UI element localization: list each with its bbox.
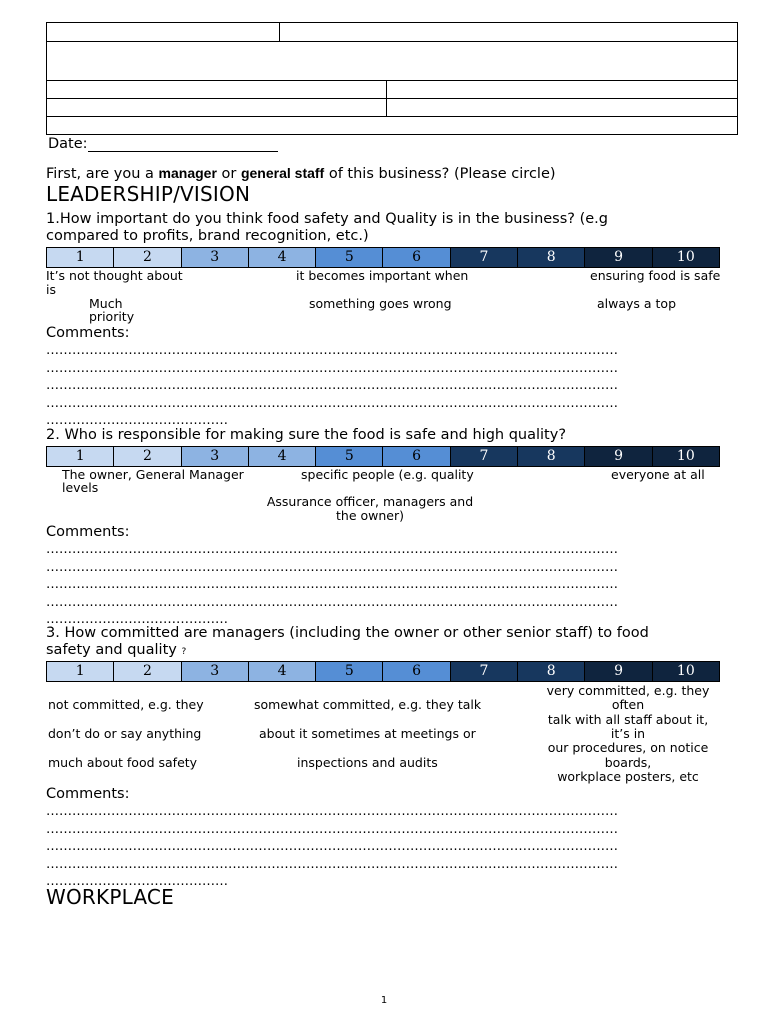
rating-option-1[interactable]: 1	[47, 447, 114, 466]
rating-option-10[interactable]: 10	[653, 662, 719, 681]
comment-line[interactable]: ……………………………………………………………………………………………………………………	[46, 395, 618, 411]
comment-lines-q2[interactable]	[46, 541, 726, 629]
rating-option-8[interactable]: 8	[518, 248, 585, 267]
comment-line[interactable]: ……………………………………………………………………………………………………………………	[46, 821, 618, 837]
q2-mid-label: Assurance officer, managers and	[266, 494, 474, 509]
date-label: Date:	[48, 136, 88, 152]
rating-option-6[interactable]: 6	[383, 447, 450, 466]
comments-label: Comments:	[46, 524, 130, 540]
q3-high-label: workplace posters, etc	[557, 769, 699, 784]
q1-high-label: ensuring food is safe	[590, 268, 721, 283]
q3-high-label: often	[611, 697, 645, 712]
rating-option-10[interactable]: 10	[653, 248, 719, 267]
q1-low-label: is	[46, 282, 56, 297]
comments-label: Comments:	[46, 786, 130, 802]
rating-option-5[interactable]: 5	[316, 248, 383, 267]
rating-option-7[interactable]: 7	[451, 248, 518, 267]
rating-option-1[interactable]: 1	[47, 662, 114, 681]
rating-scale-q2	[46, 446, 720, 467]
comment-line[interactable]: ……………………………………………………………………………………………………………………	[46, 804, 618, 819]
rating-scale-q1	[46, 247, 720, 268]
rating-option-4[interactable]: 4	[249, 248, 316, 267]
rating-option-2[interactable]: 2	[114, 662, 181, 681]
q1-high-label: always a top	[597, 296, 677, 311]
rating-option-3[interactable]: 3	[182, 662, 249, 681]
general-staff-option[interactable]: general staff	[240, 165, 325, 181]
rating-option-4[interactable]: 4	[249, 662, 316, 681]
rating-option-2[interactable]: 2	[114, 248, 181, 267]
q3-high-label: our procedures, on notice	[547, 740, 709, 755]
intro-question	[46, 165, 556, 182]
rating-option-3[interactable]: 3	[182, 447, 249, 466]
manager-option[interactable]: manager	[158, 165, 217, 181]
date-input-line[interactable]	[88, 138, 278, 152]
comment-line[interactable]: ……………………………………	[46, 612, 228, 627]
rating-option-7[interactable]: 7	[451, 662, 518, 681]
q1-mid-label: it becomes important when	[296, 268, 469, 283]
form-cell[interactable]	[280, 23, 738, 42]
comment-line[interactable]: ……………………………………………………………………………………………………………………	[46, 542, 618, 557]
rating-option-9[interactable]: 9	[585, 248, 652, 267]
q3-high-label: very committed, e.g. they	[546, 683, 710, 698]
page-number: 1	[380, 995, 388, 1006]
form-cell[interactable]	[387, 99, 738, 117]
comment-line[interactable]: ……………………………………………………………………………………………………………………	[46, 559, 618, 575]
rating-option-1[interactable]: 1	[47, 248, 114, 267]
rating-option-7[interactable]: 7	[451, 447, 518, 466]
q3-mid-label: somewhat committed, e.g. they talk	[254, 697, 482, 712]
q3-mid-label: inspections and audits	[297, 755, 438, 770]
q3-low-label: much about food safety	[48, 755, 198, 770]
section-title-leadership: LEADERSHIP/VISION	[46, 182, 251, 206]
question-1-line: 1.How important do you think food safety and Quality is in the business? (e.g	[46, 211, 608, 227]
comment-line[interactable]: ……………………………………………………………………………………………………………………	[46, 360, 618, 376]
rating-option-8[interactable]: 8	[518, 662, 585, 681]
rating-option-3[interactable]: 3	[182, 248, 249, 267]
question-3-line: 3. How committed are managers (including the owner or other senior staff) to food	[46, 625, 649, 641]
comment-lines-q1[interactable]	[46, 342, 726, 430]
date-field	[48, 136, 278, 152]
rating-option-9[interactable]: 9	[585, 447, 652, 466]
q3-low-label: not committed, e.g. they	[48, 697, 204, 712]
intro-text: of this business? (Please circle)	[324, 166, 556, 182]
form-cell[interactable]	[47, 81, 387, 99]
question-1	[46, 211, 608, 245]
q1-low-label: It’s not thought about	[46, 268, 183, 283]
rating-option-5[interactable]: 5	[316, 447, 383, 466]
question-3-line: safety and quality	[46, 642, 177, 658]
question-1-line: compared to profits, brand recognition, etc.)	[46, 228, 369, 244]
q3-low-label: don’t do or say anything	[48, 726, 202, 741]
comments-label: Comments:	[46, 325, 130, 341]
q3-high-label: it’s in	[610, 726, 646, 741]
form-cell[interactable]	[387, 81, 738, 99]
comment-line[interactable]: ……………………………………………………………………………………………………………………	[46, 839, 618, 854]
rating-option-9[interactable]: 9	[585, 662, 652, 681]
question-3	[46, 625, 649, 661]
header-form-row-wide	[46, 41, 738, 81]
comment-line[interactable]: ……………………………………………………………………………………………………………………	[46, 594, 618, 610]
header-form-row-split	[46, 80, 738, 135]
comment-lines-q3[interactable]	[46, 803, 726, 891]
q3-mid-label: about it sometimes at meetings or	[259, 726, 476, 741]
rating-option-10[interactable]: 10	[653, 447, 719, 466]
q3-high-label: talk with all staff about it,	[547, 712, 709, 727]
rating-option-6[interactable]: 6	[383, 662, 450, 681]
q2-high-label: everyone at all	[611, 467, 705, 482]
rating-option-5[interactable]: 5	[316, 662, 383, 681]
rating-option-2[interactable]: 2	[114, 447, 181, 466]
intro-text: or	[216, 166, 241, 182]
q1-mid-label: something goes wrong	[309, 296, 452, 311]
comment-line[interactable]: ……………………………………………………………………………………………………………………	[46, 856, 618, 872]
question-mark: ?	[181, 647, 187, 657]
q1-low-label: Much	[89, 296, 123, 311]
comment-line[interactable]: ……………………………………	[46, 874, 228, 889]
q2-low-label: levels	[62, 480, 99, 495]
q2-mid-label: specific people (e.g. quality	[301, 467, 474, 482]
form-cell[interactable]	[47, 117, 738, 135]
form-cell[interactable]	[47, 42, 738, 81]
rating-option-4[interactable]: 4	[249, 447, 316, 466]
rating-option-8[interactable]: 8	[518, 447, 585, 466]
comment-line[interactable]: ……………………………………………………………………………………………………………………	[46, 378, 618, 393]
comment-line[interactable]: ……………………………………	[46, 413, 228, 428]
comment-line[interactable]: ……………………………………………………………………………………………………………………	[46, 343, 618, 358]
rating-scale-q3	[46, 661, 720, 682]
q1-low-label: priority	[89, 309, 135, 324]
form-cell[interactable]	[47, 23, 280, 42]
q2-low-label: The owner, General Manager	[62, 467, 244, 482]
comment-line[interactable]: ……………………………………………………………………………………………………………………	[46, 577, 618, 592]
form-cell[interactable]	[47, 99, 387, 117]
header-form-table	[46, 22, 738, 42]
q3-high-label: boards,	[604, 755, 652, 770]
section-title-workplace: WORKPLACE	[46, 885, 174, 909]
intro-text: First, are you a	[46, 166, 159, 182]
rating-option-6[interactable]: 6	[383, 248, 450, 267]
question-2: 2. Who is responsible for making sure the food is safe and high quality?	[46, 427, 567, 443]
q2-mid-label: the owner)	[336, 508, 404, 523]
